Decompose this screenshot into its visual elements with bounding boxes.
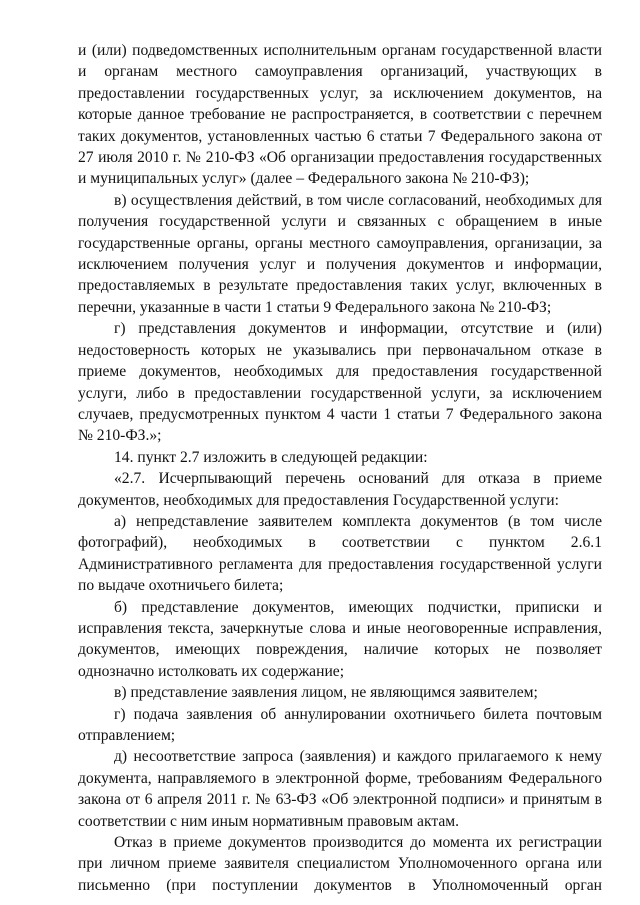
paragraph-item-a: а) непредставление заявителем комплекта документов (в том числе фотографий), необходимых в соответствии с пунктом 2.6.1 Административного регламента для предоставления государственной услуги по выдаче охотничьего билета; <box>78 512 602 595</box>
paragraph-item-v: в) осуществления действий, в том числе согласований, необходимых для получения государственной услуги и связанных с обращением в иные государственные органы, органы местного самоуправления, организации, за исключением получения услуг и получения документов и информации, предоставляемых в результате предоставления таких услуг, включенных в перечни, указанные в части 1 статьи 9 Федерального закона № 210-ФЗ; <box>78 191 602 316</box>
paragraph-item-v2: в) представление заявления лицом, не являющимся заявителем; <box>114 684 538 702</box>
document-page <box>78 40 602 896</box>
paragraph-continuation: и (или) подведомственных исполнительным органам государственной власти и органам местного самоуправления организаций, участвующих в предоставлении государственных услуг, за исключением документов, на которые данное требование не распространяется, в соответствии с перечнем таких документов, установленных частью 6 статьи 7 Федерального закона от 27 июля 2010 г. № 210-ФЗ «Об организации предоставления государственных и муниципальных услуг» (далее – Федерального закона № 210-ФЗ); <box>78 42 602 188</box>
paragraph-refusal: Отказ в приеме документов производится до момента их регистрации при личном приеме заявителя специалистом Уполномоченного органа или письменно (при поступлении документов в Уполномоченный орган <box>78 834 602 894</box>
paragraph-clause-2-7: «2.7. Исчерпывающий перечень оснований для отказа в приеме документов, необходимых для предоставления Государственной услуги: <box>78 470 602 509</box>
paragraph-item-b: б) представление документов, имеющих подчистки, приписки и исправления текста, зачеркнутые слова и иные неоговоренные исправления, документов, имеющих повреждения, наличие которых не позволяет однозначно истолковать их содержание; <box>78 598 602 680</box>
paragraph-item-d: д) несоответствие запроса (заявления) и каждого прилагаемого к нему документа, направляемого в электронной форме, требованиям Федерального закона от 6 апреля 2011 г. № 63-ФЗ «Об электронной подписи» и принятым в соответствии с ним иным нормативным правовым актам. <box>78 748 602 830</box>
paragraph-point-14: 14. пункт 2.7 изложить в следующей редакции: <box>114 448 428 466</box>
paragraph-item-g2: г) подача заявления об аннулировании охотничьего билета почтовым отправлением; <box>78 705 602 744</box>
paragraph-item-g: г) представления документов и информации, отсутствие и (или) недостоверность которых не указывались при первоначальном отказе в приеме документов, необходимых для предоставления государственной услуги, либо в предоставлении государственной услуги, за исключением случаев, предусмотренных пунктом 4 части 1 статьи 7 Федерального закона № 210-ФЗ.»; <box>78 320 602 445</box>
